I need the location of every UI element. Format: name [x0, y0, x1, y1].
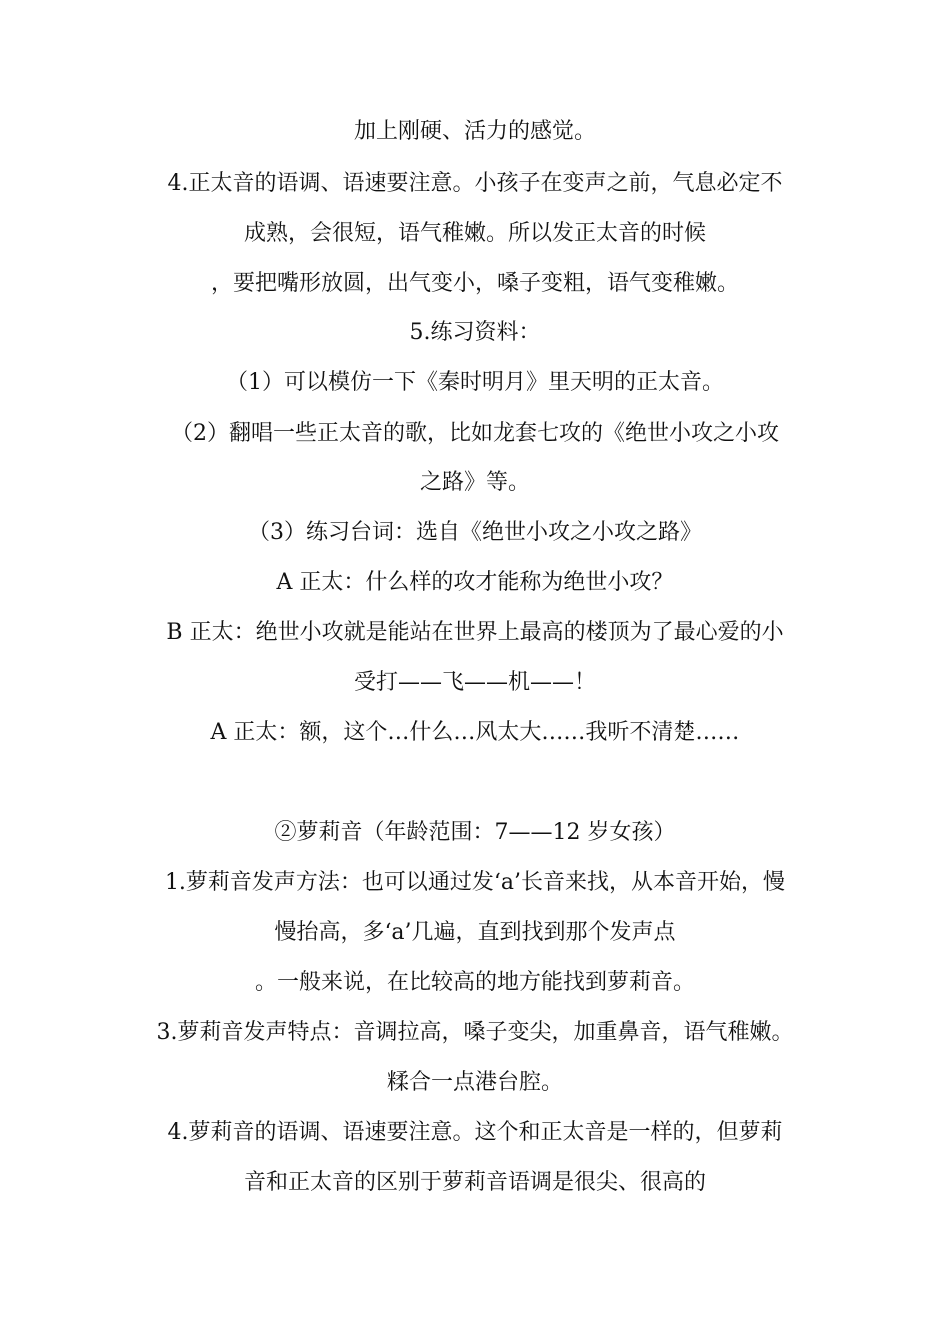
list-item: （2）翻唱一些正太音的歌，比如龙套七攻的《绝世小攻之小攻: [171, 421, 779, 446]
text-line: 1.萝莉音发声方法：也可以通过发‘a’长音来找，从本音开始，慢: [164, 870, 786, 895]
dialogue-line: A 正太：什么样的攻才能称为绝世小攻？: [276, 570, 674, 595]
text-line: 音和正太音的区别于萝莉音语调是很尖、很高的: [243, 1170, 706, 1195]
text-line: 。一般来说，在比较高的地方能找到萝莉音。: [254, 970, 695, 995]
text-line: 成熟，会很短，语气稚嫩。所以发正太音的时候: [243, 221, 706, 246]
text-line: ，要把嘴形放圆，出气变小，嗓子变粗，语气变稚嫩。: [210, 271, 739, 296]
section-heading: 5.练习资料：: [409, 320, 541, 345]
list-item: （1）可以模仿一下《秦时明月》里天明的正太音。: [226, 370, 724, 395]
dialogue-line: B 正太：绝世小攻就是能站在世界上最高的楼顶为了最心爱的小: [166, 620, 784, 645]
text-line: 之路》等。: [419, 470, 530, 495]
text-line: 3.萝莉音发声特点：音调拉高，嗓子变尖，加重鼻音，语气稚嫩。: [156, 1020, 794, 1045]
dialogue-line: A 正太：额，这个…什么…风太大……我听不清楚……: [210, 720, 740, 745]
section-heading: ②萝莉音（年龄范围：7——12 岁女孩）: [274, 820, 676, 845]
text-line: 4.萝莉音的语调、语速要注意。这个和正太音是一样的，但萝莉: [167, 1120, 783, 1145]
list-item: （3）练习台词：选自《绝世小攻之小攻之路》: [248, 520, 702, 545]
text-line: 受打——飞——机——！: [353, 670, 596, 695]
text-line: 慢抬高，多‘a’几遍，直到找到那个发声点: [274, 920, 676, 945]
text-line: 4.正太音的语调、语速要注意。小孩子在变声之前，气息必定不: [167, 171, 783, 196]
text-line: 加上刚硬、活力的感觉。: [353, 119, 596, 144]
text-line: 糅合一点港台腔。: [386, 1070, 563, 1095]
